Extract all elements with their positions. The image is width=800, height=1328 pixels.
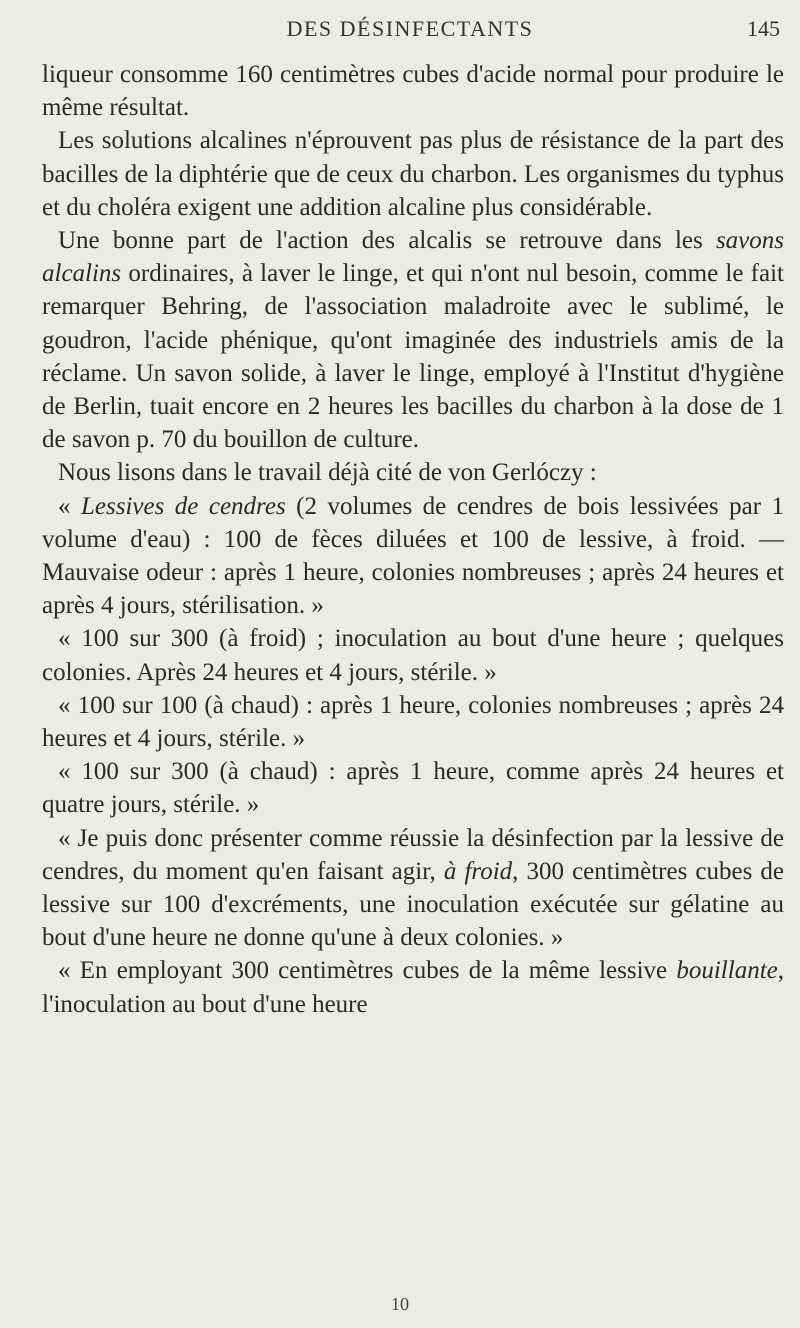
paragraph (42, 622, 784, 688)
italic-text: savons alcalins (42, 227, 784, 288)
paragraph (42, 755, 784, 821)
text-segment: « 100 sur 300 (à froid) ; inoculation au bout d'une heure ; quelques colonies. Après 24 heures et 4 jours, stérile. » (42, 625, 784, 686)
text-segment: « Je puis donc présenter comme réussie la désinfection par la lessive de cendres, du moment qu'en faisant agir, (42, 824, 784, 885)
paragraph (42, 954, 784, 1020)
italic-text: à froid (443, 857, 513, 885)
text-segment: « En employant 300 centimètres cubes de la même lessive (58, 957, 677, 985)
italic-text: bouillante (676, 957, 778, 985)
text-segment: (2 volumes de cendres de bois lessivées par 1 volume d'eau) : 100 de fèces diluées et 100 de lessive, à froid. — Mauvaise odeur : après 1 heure, colonies nombreuses ; après 24 heures et après 4 jours, stérilisation. » (42, 492, 785, 620)
text-segment: liqueur consomme 160 centimètres cubes d'acide normal pour produire le même résultat. (42, 61, 784, 122)
paragraph (42, 689, 784, 755)
text-segment: , 300 centimètres cubes de lessive sur 100 d'excréments, une inoculation exécutée sur gélatine au bout d'une heure ne donne qu'une à deux colonies. » (42, 857, 784, 952)
text-segment: Les solutions alcalines n'éprouvent pas plus de résistance de la part des bacilles de la diphtérie que de ceux du charbon. Les organismes du typhus et du choléra exigent une addition alcaline plus considérable. (42, 127, 784, 221)
paragraph (42, 490, 784, 623)
text-segment: Une bonne part de l'action des alcalis se retrouve dans les (58, 227, 716, 255)
running-title: DES DÉSINFECTANTS (286, 16, 534, 41)
page-number: 145 (747, 16, 780, 41)
paragraph (42, 58, 784, 124)
italic-text: Lessives de cendres (80, 492, 286, 520)
text-segment: « 100 sur 300 (à chaud) : après 1 heure, comme après 24 heures et quatre jours, stérile. » (42, 758, 784, 819)
text-segment: ordinaires, à laver le linge, et qui n'ont nul besoin, comme le fait remarquer Behring, de l'association maladroite avec le sublimé, le goudron, l'acide phénique, qu'ont imaginée des industriels amis de la réclame. Un savon solide, à laver le linge, employé à l'Institut d'hygiène de Berlin, tuait encore en 2 heures les bacilles du charbon à la dose de 1 de savon p. 70 du bouillon de culture. (42, 260, 784, 454)
signature-mark: 10 (391, 1294, 409, 1314)
paragraph (42, 822, 784, 955)
text-segment: Nous lisons dans le travail déjà cité de von Gerlóczy : (58, 459, 597, 487)
paragraph (42, 224, 784, 456)
body-text (42, 58, 784, 1021)
paragraph (42, 124, 784, 224)
paragraph (42, 456, 784, 489)
running-head (40, 16, 780, 46)
text-segment: « (58, 492, 81, 520)
text-segment: « 100 sur 100 (à chaud) : après 1 heure, colonies nombreuses ; après 24 heures et 4 jours, stérile. » (42, 691, 784, 753)
text-segment: , l'inoculation au bout d'une heure (42, 957, 784, 1018)
